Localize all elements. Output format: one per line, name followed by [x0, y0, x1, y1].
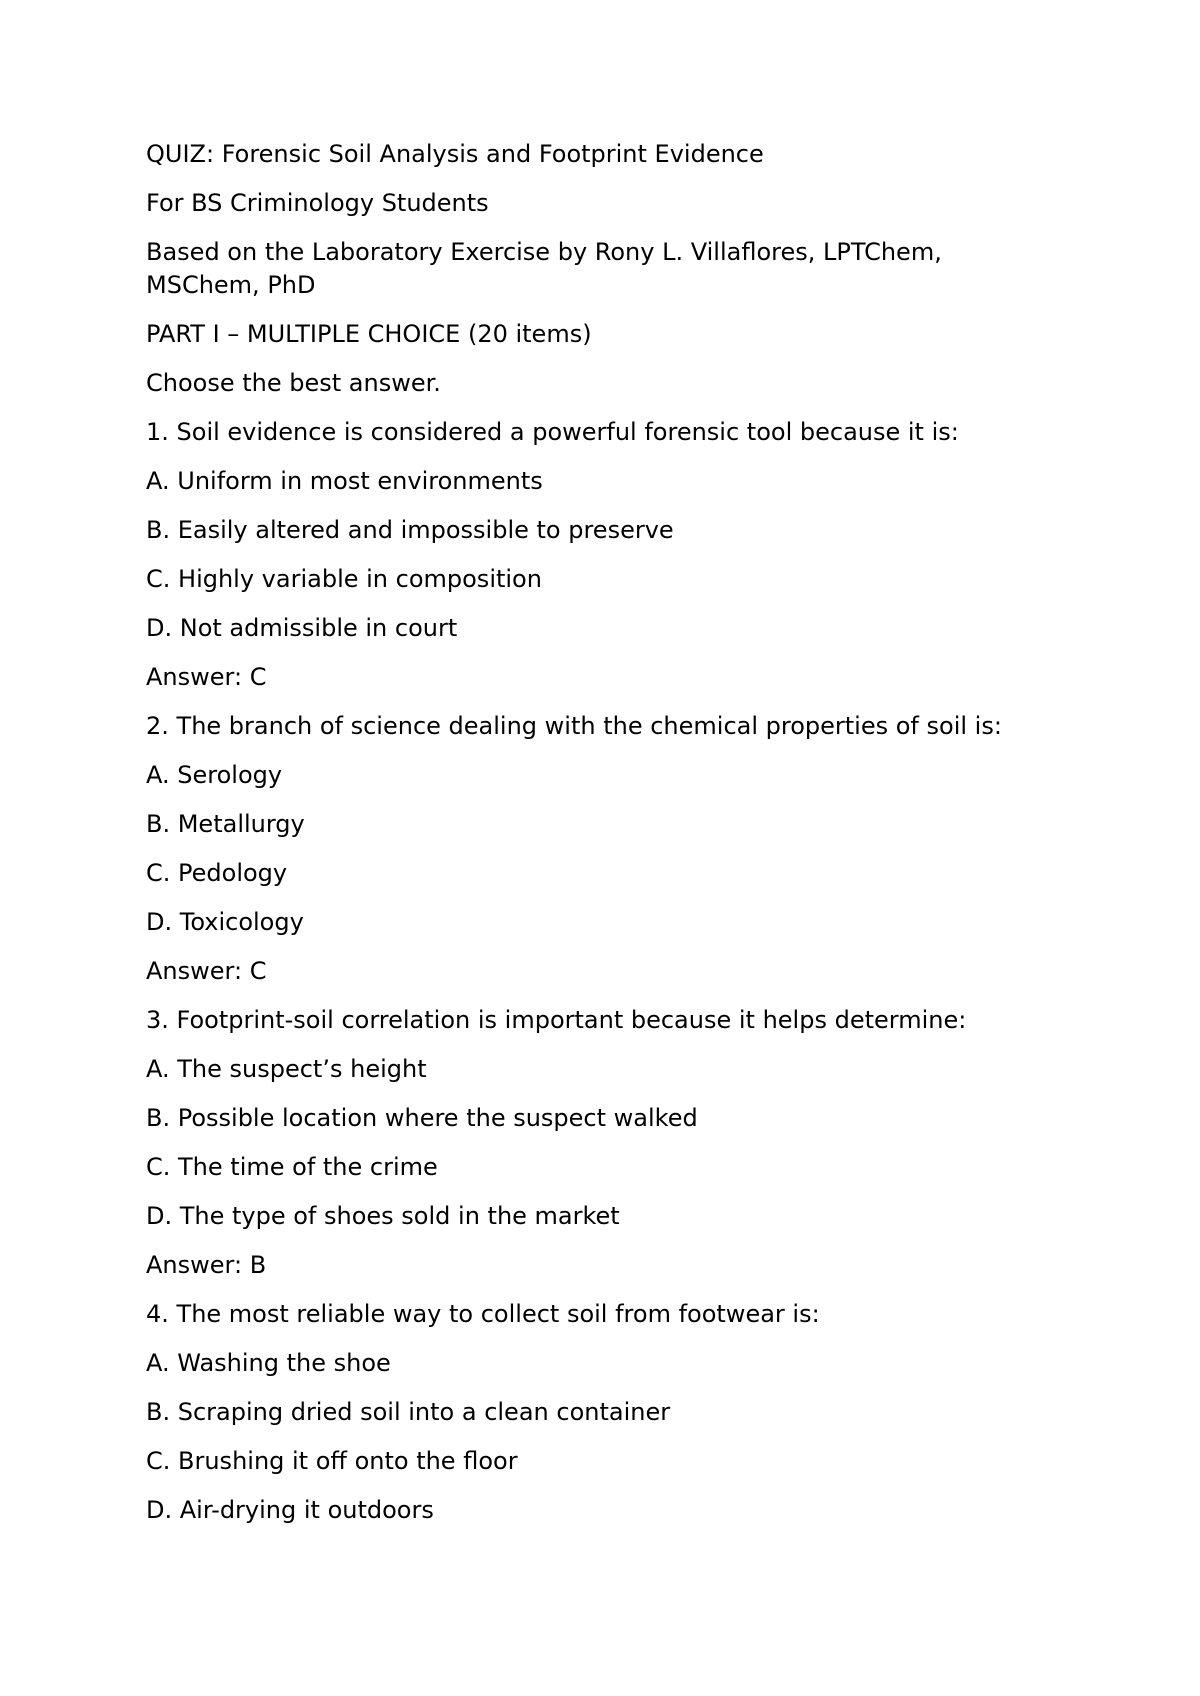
- option-b: B. Metallurgy: [146, 810, 305, 838]
- question-1: [146, 416, 1046, 694]
- question-stem: 2. The branch of science dealing with the chemical properties of soil is:: [146, 712, 1002, 740]
- answer-line: Answer: B: [146, 1251, 267, 1279]
- option-b: B. Scraping dried soil into a clean container: [146, 1398, 671, 1426]
- answer-line: Answer: C: [146, 957, 267, 985]
- instruction-line: Choose the best answer.: [146, 369, 441, 397]
- question-4: [146, 1298, 1046, 1527]
- option-c: C. The time of the crime: [146, 1153, 438, 1181]
- option-d: D. The type of shoes sold in the market: [146, 1202, 620, 1230]
- option-d: D. Toxicology: [146, 908, 304, 936]
- option-a: A. Uniform in most environments: [146, 467, 543, 495]
- option-a: A. Serology: [146, 761, 283, 789]
- question-stem: 3. Footprint-soil correlation is important because it helps determine:: [146, 1006, 967, 1034]
- question-2: [146, 710, 1046, 988]
- question-3: [146, 1004, 1046, 1282]
- source-line: Based on the Laboratory Exercise by Rony L. Villaflores, LPTChem, MSChem, PhD: [146, 238, 950, 299]
- option-d: D. Not admissible in court: [146, 614, 458, 642]
- option-a: A. The suspect’s height: [146, 1055, 427, 1083]
- document-body: [146, 138, 1046, 1543]
- question-stem: 4. The most reliable way to collect soil from footwear is:: [146, 1300, 820, 1328]
- option-a: A. Washing the shoe: [146, 1349, 391, 1377]
- question-stem: 1. Soil evidence is considered a powerful forensic tool because it is:: [146, 418, 959, 446]
- quiz-title: QUIZ: Forensic Soil Analysis and Footprint Evidence: [146, 140, 764, 168]
- option-d: D. Air-drying it outdoors: [146, 1496, 434, 1524]
- option-b: B. Possible location where the suspect walked: [146, 1104, 698, 1132]
- audience-line: For BS Criminology Students: [146, 189, 489, 217]
- option-c: C. Highly variable in composition: [146, 565, 542, 593]
- option-c: C. Pedology: [146, 859, 288, 887]
- option-b: B. Easily altered and impossible to preserve: [146, 516, 674, 544]
- part-heading: PART I – MULTIPLE CHOICE (20 items): [146, 320, 592, 348]
- answer-line: Answer: C: [146, 663, 267, 691]
- option-c: C. Brushing it off onto the floor: [146, 1447, 518, 1475]
